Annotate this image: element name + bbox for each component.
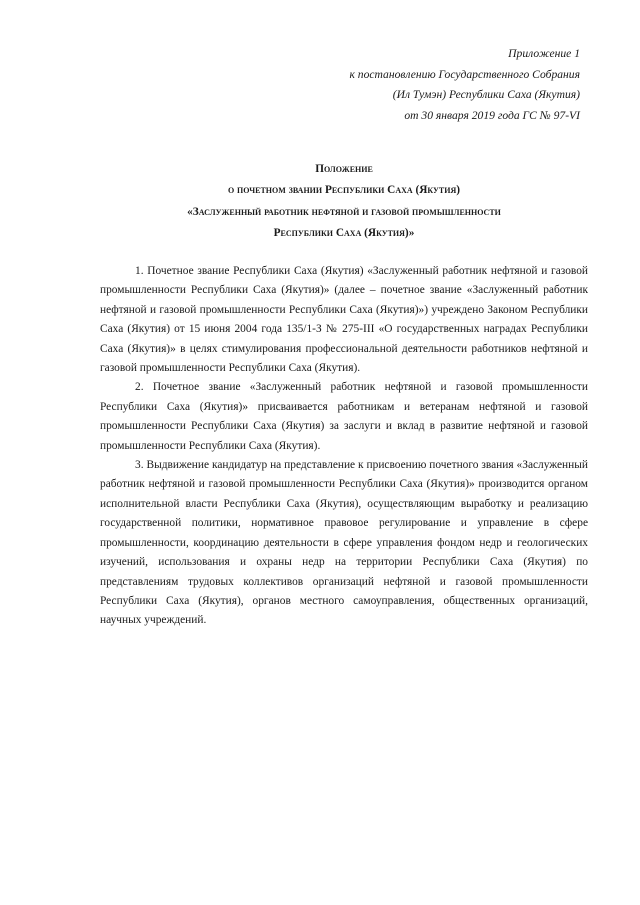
annex-number: Приложение 1 [508,47,580,60]
document-title [100,159,588,245]
title-line-1: Положение [315,163,373,175]
paragraph-2: 2. Почетное звание «Заслуженный работник нефтяной и газовой промышленности Республики Саха (Якутия)» присваивается работникам и ветеранам нефтяной и газовой промышленности Республики Саха (Якутия) за заслуги и вклад в развитие нефтяной и газовой промышленности Республики Саха (Якутия). [100,381,588,452]
paragraph-3: 3. Выдвижение кандидатур на представление к присвоению почетного звания «Заслуженный работник нефтяной и газовой промышленности Республики Саха (Якутия)» производится органом исполнительной власти Республики Саха (Якутия), осуществляющим выработку и реализацию государственной политики, нормативное правовое регулирование и управление в сфере промышленности, координацию деятельности в сфере управления фондом недр и геологических изучений, использования и охраны недр на территории Республики Саха (Якутия) по представлениям трудовых коллективов организаций нефтяной и газовой промышленности Республики Саха (Якутия), органов местного самоуправления, общественных организаций, научных учреждений. [100,459,588,627]
title-line-3: «Заслуженный работник нефтяной и газовой промышленности [187,205,501,218]
title-line-2: о почетном звании Республики Саха (Якутия) [227,184,461,197]
annex-assembly: (Ил Тумэн) Республики Саха (Якутия) [392,88,580,101]
paragraph-1: 1. Почетное звание Республики Саха (Якутия) «Заслуженный работник нефтяной и газовой промышленности Республики Саха (Якутия)» (далее – почетное звание «Заслуженный работник нефтяной и газовой промышленности Республики Саха (Якутия)») учреждено Законом Республики Саха (Якутия) от 15 июня 2004 года 135/1-З № 275-III «О государственных наградах Республики Саха (Якутия)» в целях стимулирования профессиональной деятельности работников нефтяной и газовой промышленности Республики Саха (Якутия). [100,265,588,375]
annex-date: от 30 января 2019 года ГС № 97-VI [404,108,580,122]
annex-resolution: к постановлению Государственного Собрания [349,67,580,81]
document-body [100,262,588,631]
annex-header [349,44,580,126]
title-line-4: Республики Саха (Якутия)» [273,227,415,240]
